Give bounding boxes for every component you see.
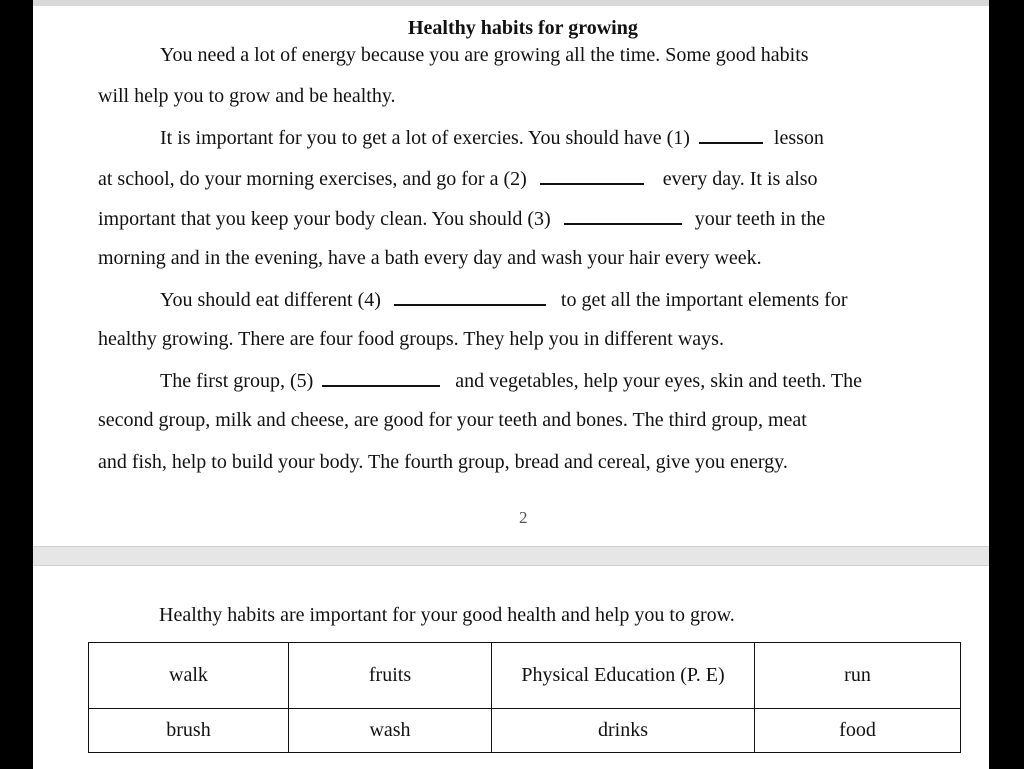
table-cell: run: [755, 643, 961, 709]
blank-5[interactable]: [322, 367, 440, 387]
table-cell: wash: [289, 709, 492, 753]
paragraph-4-line-2: second group, milk and cheese, are good for your teeth and bones. The third group, meat: [98, 409, 807, 431]
table-cell: food: [755, 709, 961, 753]
table-cell: fruits: [289, 643, 492, 709]
paragraph-3-line-1-text: You should eat different (4): [160, 289, 381, 311]
paragraph-3-line-1-end: to get all the important elements for: [560, 289, 848, 311]
document-page-2: [33, 566, 989, 769]
paragraph-2-line-1-end: lesson: [773, 127, 824, 149]
paragraph-2-line-3-end: your teeth in the: [694, 208, 826, 230]
blank-1[interactable]: [699, 124, 763, 144]
blank-2[interactable]: [540, 165, 644, 185]
paragraph-3-line-1: [160, 286, 848, 312]
paragraph-4-line-1: [160, 367, 862, 393]
paragraph-2-line-3: [98, 205, 825, 231]
paragraph-4-line-3: and fish, help to build your body. The fourth group, bread and cereal, give you energy.: [98, 451, 788, 473]
paragraph-2-line-1-text: It is important for you to get a lot of exercies. You should have (1): [160, 127, 690, 149]
paragraph-2-line-1: [160, 124, 824, 150]
table-cell: brush: [89, 709, 289, 753]
table-row: [89, 709, 961, 753]
paragraph-2-line-4: morning and in the evening, have a bath every day and wash your hair every week.: [98, 247, 762, 269]
blank-4[interactable]: [394, 286, 546, 306]
table-row: [89, 643, 961, 709]
page-title: Healthy habits for growing: [408, 17, 638, 39]
paragraph-1-line-1: You need a lot of energy because you are growing all the time. Some good habits: [160, 44, 809, 66]
paragraph-2-line-2-text: at school, do your morning exercises, and go for a (2): [98, 168, 527, 190]
table-cell: drinks: [492, 709, 755, 753]
table-cell: Physical Education (P. E): [492, 643, 755, 709]
paragraph-2-line-2: [98, 165, 818, 191]
previous-content-strip: [33, 0, 989, 6]
table-cell: walk: [89, 643, 289, 709]
paragraph-4-line-1-text: The first group, (5): [160, 370, 314, 392]
blank-3[interactable]: [564, 205, 682, 225]
paragraph-3-line-2: healthy growing. There are four food groups. They help you in different ways.: [98, 328, 724, 350]
paragraph-1-line-2: will help you to grow and be healthy.: [98, 85, 396, 107]
paragraph-2-line-3-text: important that you keep your body clean. You should (3): [98, 208, 551, 230]
document-page-1: [33, 0, 989, 546]
paragraph-2-line-2-end: every day. It is also: [662, 168, 818, 190]
word-bank-intro: Healthy habits are important for your good health and help you to grow.: [159, 604, 735, 626]
paragraph-4-line-1-end: and vegetables, help your eyes, skin and teeth. The: [455, 370, 863, 392]
word-bank-table: [88, 642, 961, 753]
page-number: 2: [519, 508, 528, 527]
page-separator: [33, 546, 989, 566]
